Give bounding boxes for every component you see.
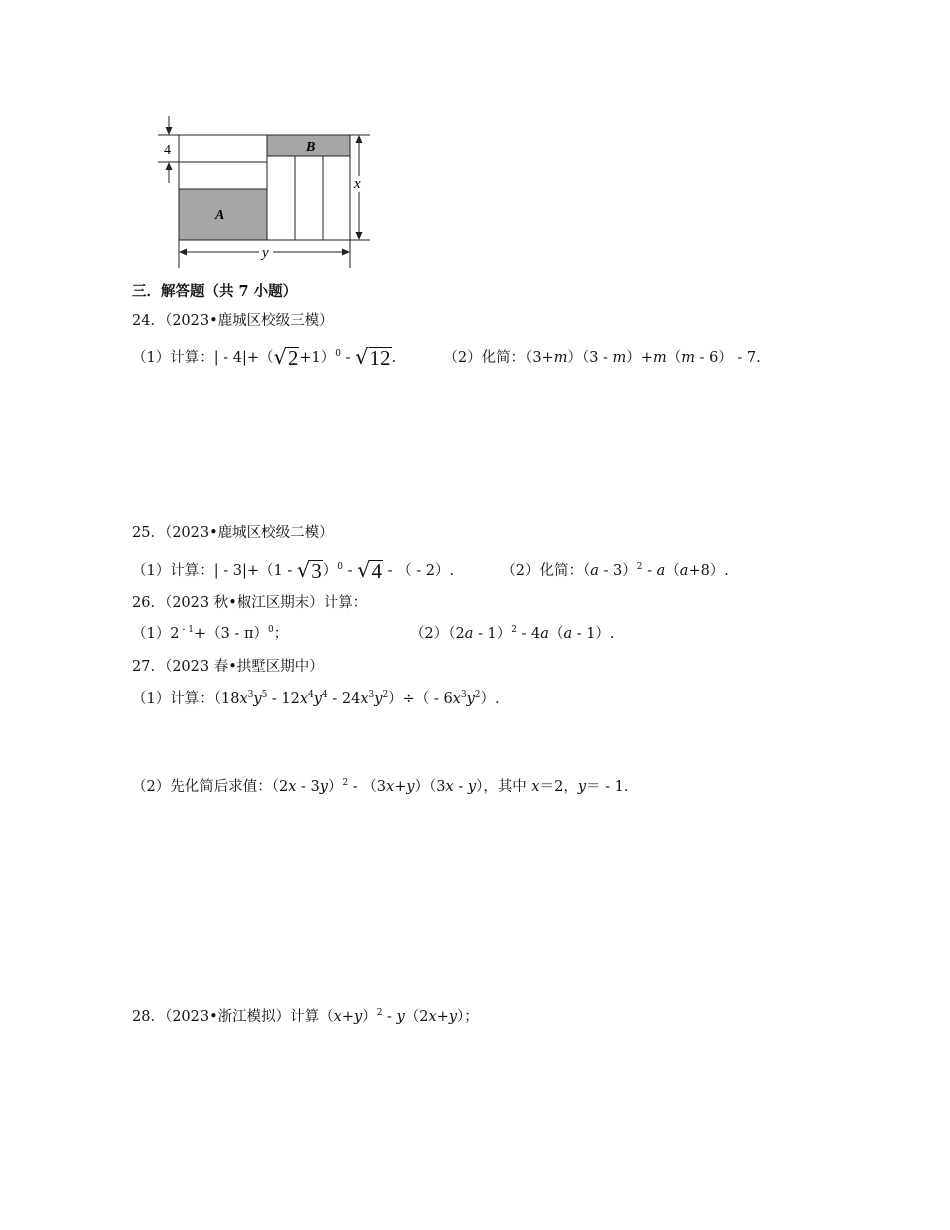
var-m: m <box>681 350 695 366</box>
q28-t7: ）； <box>457 1009 479 1025</box>
q24-p1-exp: 0 <box>335 349 341 359</box>
q28 <box>132 1007 479 1027</box>
var-m: m <box>652 350 667 366</box>
exp: 3 <box>460 690 467 700</box>
exp: 2 <box>376 1008 383 1018</box>
q27-p2-t10: ＝ - 1. <box>586 779 629 795</box>
q27-p2-t1: （2）先化简后求值：（2 <box>132 779 289 795</box>
q27-p1-t3: - 24 <box>327 691 361 707</box>
var-x: x <box>288 779 297 795</box>
q24-part1 <box>132 345 401 370</box>
var-y: y <box>354 1009 363 1025</box>
q24-p1-text-c: - <box>341 350 356 366</box>
q26-p1-exp1: - 1 <box>179 625 194 635</box>
exp: 2 <box>474 690 481 700</box>
q28-t2: + <box>341 1009 354 1025</box>
sqrt-3 <box>297 559 323 581</box>
q26-p2-d: （ <box>548 626 564 642</box>
q24-p1-text-a: （1）计算：| - 4|+（ <box>132 350 274 366</box>
label-y: y <box>262 245 269 261</box>
sqrt-12 <box>355 346 391 368</box>
q25-p1-a: （1）计算：| - 3|+（1 - <box>132 563 297 579</box>
var-y: y <box>448 1009 458 1025</box>
q26-p1-c: ； <box>273 626 289 642</box>
section-title: 三．解答题（共 7 小题） <box>132 283 298 300</box>
strip-3 <box>323 156 350 240</box>
q27-p1-t4: ）÷（ - 6 <box>388 691 453 707</box>
q25-header: 25．（2023•鹿城区校级二模） <box>132 525 334 541</box>
var-y: y <box>374 691 383 707</box>
q27-header: 27．（2023 春•拱墅区期中） <box>132 659 324 675</box>
label-4: 4 <box>164 143 171 158</box>
var-y: y <box>396 1009 405 1025</box>
q27-p1-t5: ）. <box>480 691 500 707</box>
radical-icon: √ <box>296 558 311 582</box>
q26-header: 26．（2023 秋•椒江区期末）计算： <box>132 595 368 611</box>
var-y: y <box>467 779 477 795</box>
q27-p2-t6: ）（3 <box>414 779 446 795</box>
sqrt-3-arg: 3 <box>311 559 322 583</box>
q25-p2-d: （ <box>665 563 680 579</box>
q24-body <box>132 346 761 368</box>
q28-t6: + <box>436 1009 449 1025</box>
q26-p1-exp2: 0 <box>267 625 274 635</box>
var-x: x <box>531 779 540 795</box>
sqrt-12-arg: 12 <box>369 346 391 370</box>
figure-svg <box>155 112 380 272</box>
q27-p2-t9: ＝2， <box>539 779 578 795</box>
q25-p1-c: - <box>342 563 358 579</box>
var-x: x <box>386 779 395 795</box>
q26-p1-a: （1）2 <box>132 626 180 642</box>
q24-p1-text-d: . <box>391 350 397 366</box>
var-x: x <box>239 691 248 707</box>
radical-icon: √ <box>355 345 369 369</box>
q26-p2-c: - 4 <box>516 626 541 642</box>
var-m: m <box>612 350 627 366</box>
q26-p2-a: （2）（2 <box>410 626 465 642</box>
q25-part1 <box>132 558 459 583</box>
q28-t1: 28．（2023•浙江模拟）计算（ <box>132 1009 334 1025</box>
var-y: y <box>577 779 587 795</box>
var-y: y <box>406 779 415 795</box>
q25-p2-exp: 2 <box>636 562 643 572</box>
sqrt-2-arg: 2 <box>287 346 299 370</box>
sqrt-4-arg: 4 <box>371 559 382 583</box>
q25-body <box>132 559 729 581</box>
var-a: a <box>540 626 549 642</box>
q25-p1-exp: 0 <box>337 562 343 572</box>
label-b: B <box>306 140 316 155</box>
q27-part1 <box>132 689 500 709</box>
exp: 4 <box>308 690 314 700</box>
var-m: m <box>553 350 568 366</box>
q26-p2-e: - 1）. <box>572 626 615 642</box>
q24-p2-c: ）+ <box>626 350 653 366</box>
q27-p2-t8: ），其中 <box>476 779 532 795</box>
q25-p1-b: ） <box>322 563 338 579</box>
var-x: x <box>445 779 454 795</box>
q27-part2 <box>132 777 629 797</box>
q25-p1-d: - （ - 2）. <box>382 563 455 579</box>
radical-icon: √ <box>273 345 287 369</box>
var-x: x <box>360 691 369 707</box>
q24-p2-a: （2）化简：（3+ <box>443 350 554 366</box>
q28-t4: - <box>382 1009 397 1025</box>
q27-p1-t2: - 12 <box>267 691 300 707</box>
q24-part2 <box>443 350 760 366</box>
sqrt-4 <box>357 559 383 581</box>
var-x: x <box>333 1009 342 1025</box>
var-x: x <box>299 691 309 707</box>
q26-p2-exp: 2 <box>511 625 517 635</box>
var-y: y <box>313 691 322 707</box>
q25-p2-c: - <box>642 563 657 579</box>
q27-p2-t7: - <box>453 779 468 795</box>
q25-p2-e: +8）. <box>688 563 729 579</box>
q25-part2 <box>501 563 729 579</box>
strip-2 <box>295 156 323 240</box>
q27-p2-t3: ） <box>327 779 343 795</box>
var-y: y <box>253 691 262 707</box>
q25-p2-b: - 3） <box>598 563 637 579</box>
mid-left-rect <box>179 162 267 189</box>
q26-p2-b: - 1） <box>473 626 512 642</box>
var-a: a <box>563 626 573 642</box>
exp: 4 <box>322 690 328 700</box>
exp: 3 <box>247 690 254 700</box>
q26-part1 <box>132 624 288 644</box>
var-a: a <box>590 563 599 579</box>
q27-p2-t5: + <box>394 779 407 795</box>
var-y: y <box>466 691 475 707</box>
q24-p1-text-b: +1） <box>299 350 336 366</box>
exp: 2 <box>382 690 389 700</box>
label-a: A <box>215 208 225 223</box>
strip-1 <box>267 156 295 240</box>
q24-p2-d: （ <box>666 350 682 366</box>
var-y: y <box>319 779 328 795</box>
exp: 3 <box>368 690 375 700</box>
var-a: a <box>464 626 474 642</box>
q27-p2-t4: - （3 <box>348 779 387 795</box>
q24-p2-b: ）（3 - <box>567 350 613 366</box>
sqrt-2 <box>274 346 300 368</box>
q26-part2 <box>410 624 615 644</box>
q25-p2-a: （2）化简：（ <box>501 563 591 579</box>
rectangle-figure <box>155 112 380 272</box>
exp: 5 <box>261 690 268 700</box>
exp: 2 <box>342 778 349 788</box>
var-a: a <box>656 563 666 579</box>
radical-icon: √ <box>357 558 371 582</box>
top-left-rect <box>179 135 267 162</box>
q28-t3: ） <box>362 1009 377 1025</box>
label-x: x <box>354 176 361 192</box>
q28-t5: （2 <box>404 1009 429 1025</box>
var-x: x <box>452 691 461 707</box>
q24-header: 24．（2023•鹿城区校级三模） <box>132 313 334 329</box>
q24-p2-e: - 6） - 7. <box>694 350 761 366</box>
q27-p2-t2: - 3 <box>296 779 320 795</box>
var-x: x <box>428 1009 437 1025</box>
var-a: a <box>679 563 689 579</box>
q27-p1-t1: （1）计算：（18 <box>132 691 240 707</box>
q26-p1-b: +（3 - π） <box>193 626 268 642</box>
